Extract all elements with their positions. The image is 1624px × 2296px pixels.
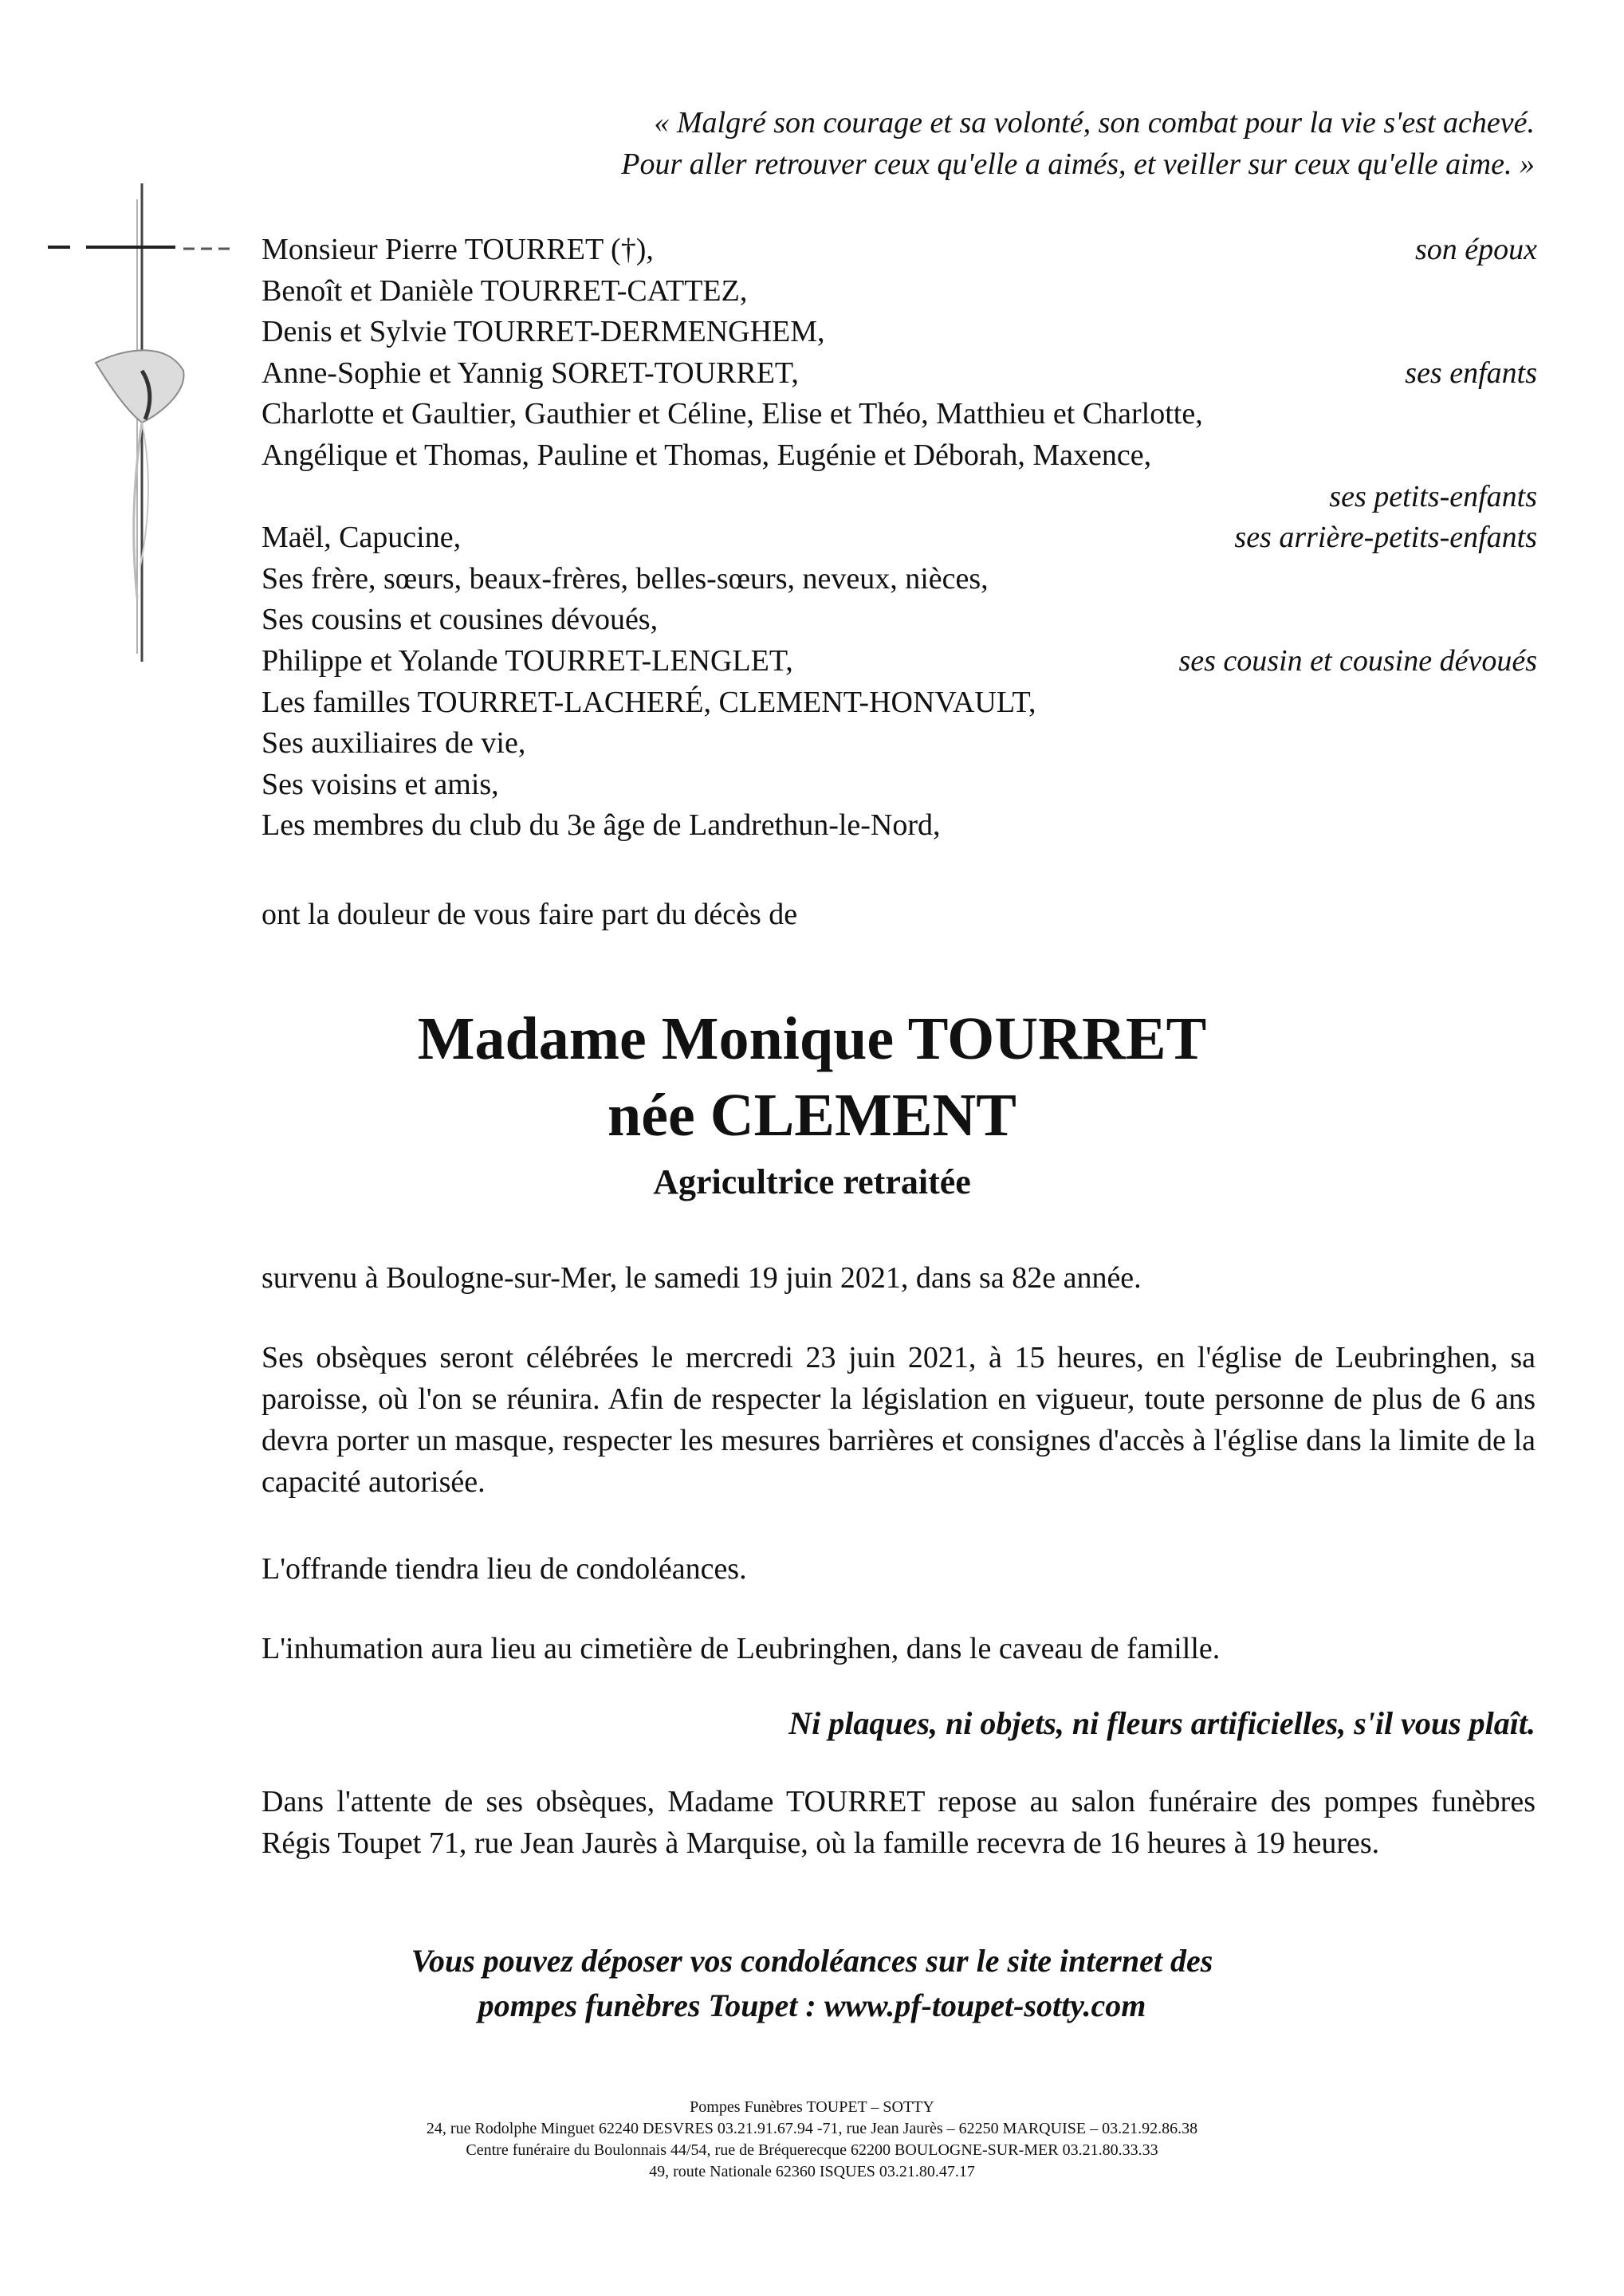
family-row [261, 682, 1537, 724]
family-names: Ses voisins et amis, [261, 767, 499, 801]
family-role: ses arrière-petits-enfants [1234, 521, 1537, 555]
family-names: Philippe et Yolande TOURRET-LENGLET, [261, 643, 793, 678]
epigraph-line: Pour aller retrouver ceux qu'elle a aimés, et veiller sur ceux qu'elle aime. » [621, 147, 1535, 181]
family-names: Angélique et Thomas, Pauline et Thomas, Eugénie et Déborah, Maxence, [261, 438, 1152, 472]
funeral-notice: Ses obsèques seront célébrées le mercredi 23 juin 2021, à 15 heures, en l'église de Leubringhen, sa paroisse, où l'on se réunira. Afin de respecter la législation en vigueur, toute personne de plus de 6 ans devra porter un masque, respecter les mesures barrières et consignes d'accès à l'église dans la limite de la capacité autorisée. [261, 1341, 1536, 1499]
family-names: Ses auxiliaires de vie, [261, 726, 526, 761]
family-row [261, 600, 1537, 641]
condolences-line: Vous pouvez déposer vos condoléances sur le site internet des [411, 1943, 1213, 1979]
footer-line: 24, rue Rodolphe Minguet 62240 DESVRES 03.21.91.67.94 -71, rue Jean Jaurès – 62250 MARQUISE – 03.21.92.86.38 [426, 2120, 1198, 2137]
epigraph-line: « Malgré son courage et sa volonté, son combat pour la vie s'est achevé. [654, 106, 1535, 140]
funeral-home-footer [0, 2097, 1624, 2183]
family-role: ses cousin et cousine dévoués [1178, 643, 1537, 678]
epigraph-quote [263, 102, 1535, 185]
family-names: Ses frère, sœurs, beaux-frères, belles-sœurs, neveux, nièces, [261, 561, 989, 596]
family-role: son époux [1414, 233, 1537, 266]
death-notice: survenu à Boulogne-sur-Mer, le samedi 19 juin 2021, dans sa 82e année. [261, 1261, 1142, 1295]
cross-calla-lily-icon [48, 183, 231, 694]
family-row [261, 353, 1537, 395]
family-names: Charlotte et Gaultier, Gauthier et Céline, Elise et Théo, Matthieu et Charlotte, [261, 397, 1203, 431]
family-row [261, 517, 1537, 559]
family-role: ses enfants [1405, 356, 1537, 390]
burial-notice: L'inhumation aura lieu au cimetière de Leubringhen, dans le caveau de famille. [261, 1632, 1221, 1665]
family-row [261, 559, 1537, 600]
family-row [261, 271, 1537, 313]
family-names: Denis et Sylvie TOURRET-DERMENGHEM, [261, 315, 825, 349]
family-row [261, 230, 1537, 271]
family-row [261, 765, 1537, 806]
family-names: Maël, Capucine, [261, 521, 462, 555]
family-row [261, 723, 1537, 765]
family-row [261, 641, 1537, 682]
no-flowers-notice: Ni plaques, ni objets, ni fleurs artificielles, s'il vous plaît. [788, 1705, 1536, 1741]
family-names: Monsieur Pierre TOURRET (†), [261, 233, 654, 266]
family-row [261, 435, 1537, 477]
family-role: ses petits-enfants [1329, 479, 1537, 513]
deceased-name: Madame Monique TOURRET [417, 1005, 1207, 1072]
family-row [261, 312, 1537, 353]
family-row [261, 477, 1537, 518]
family-row [261, 805, 1537, 847]
condolences-line: pompes funèbres Toupet : www.pf-toupet-sotty.com [478, 1987, 1146, 2023]
viewing-notice: Dans l'attente de ses obsèques, Madame TOURRET repose au salon funéraire des pompes funèbres Régis Toupet 71, rue Jean Jaurès à Marquise, où la famille recevra de 16 heures à 19 heures. [261, 1785, 1536, 1860]
family-names: Les familles TOURRET-LACHERÉ, CLEMENT-HONVAULT, [261, 685, 1036, 719]
deceased-block [0, 1001, 1624, 1208]
family-names: Les membres du club du 3e âge de Landrethun-le-Nord, [261, 808, 941, 843]
family-list [261, 230, 1537, 847]
family-names: Anne-Sophie et Yannig SORET-TOURRET, [261, 356, 799, 390]
deceased-title: Agricultrice retraitée [653, 1162, 971, 1201]
family-row [261, 394, 1537, 435]
family-names: Benoît et Danièle TOURRET-CATTEZ, [261, 273, 748, 308]
announcement: ont la douleur de vous faire part du décès de [261, 898, 798, 931]
footer-line: Pompes Funèbres TOUPET – SOTTY [690, 2098, 934, 2116]
footer-line: 49, route Nationale 62360 ISQUES 03.21.80.47.17 [649, 2163, 975, 2180]
condolences-notice [0, 1939, 1624, 2028]
deceased-maiden-name: née CLEMENT [608, 1082, 1016, 1149]
family-names: Ses cousins et cousines dévoués, [261, 603, 659, 637]
offering-notice: L'offrande tiendra lieu de condoléances. [261, 1552, 747, 1586]
footer-line: Centre funéraire du Boulonnais 44/54, rue de Bréquerecque 62200 BOULOGNE-SUR-MER 03.21.80.33.33 [466, 2141, 1158, 2159]
